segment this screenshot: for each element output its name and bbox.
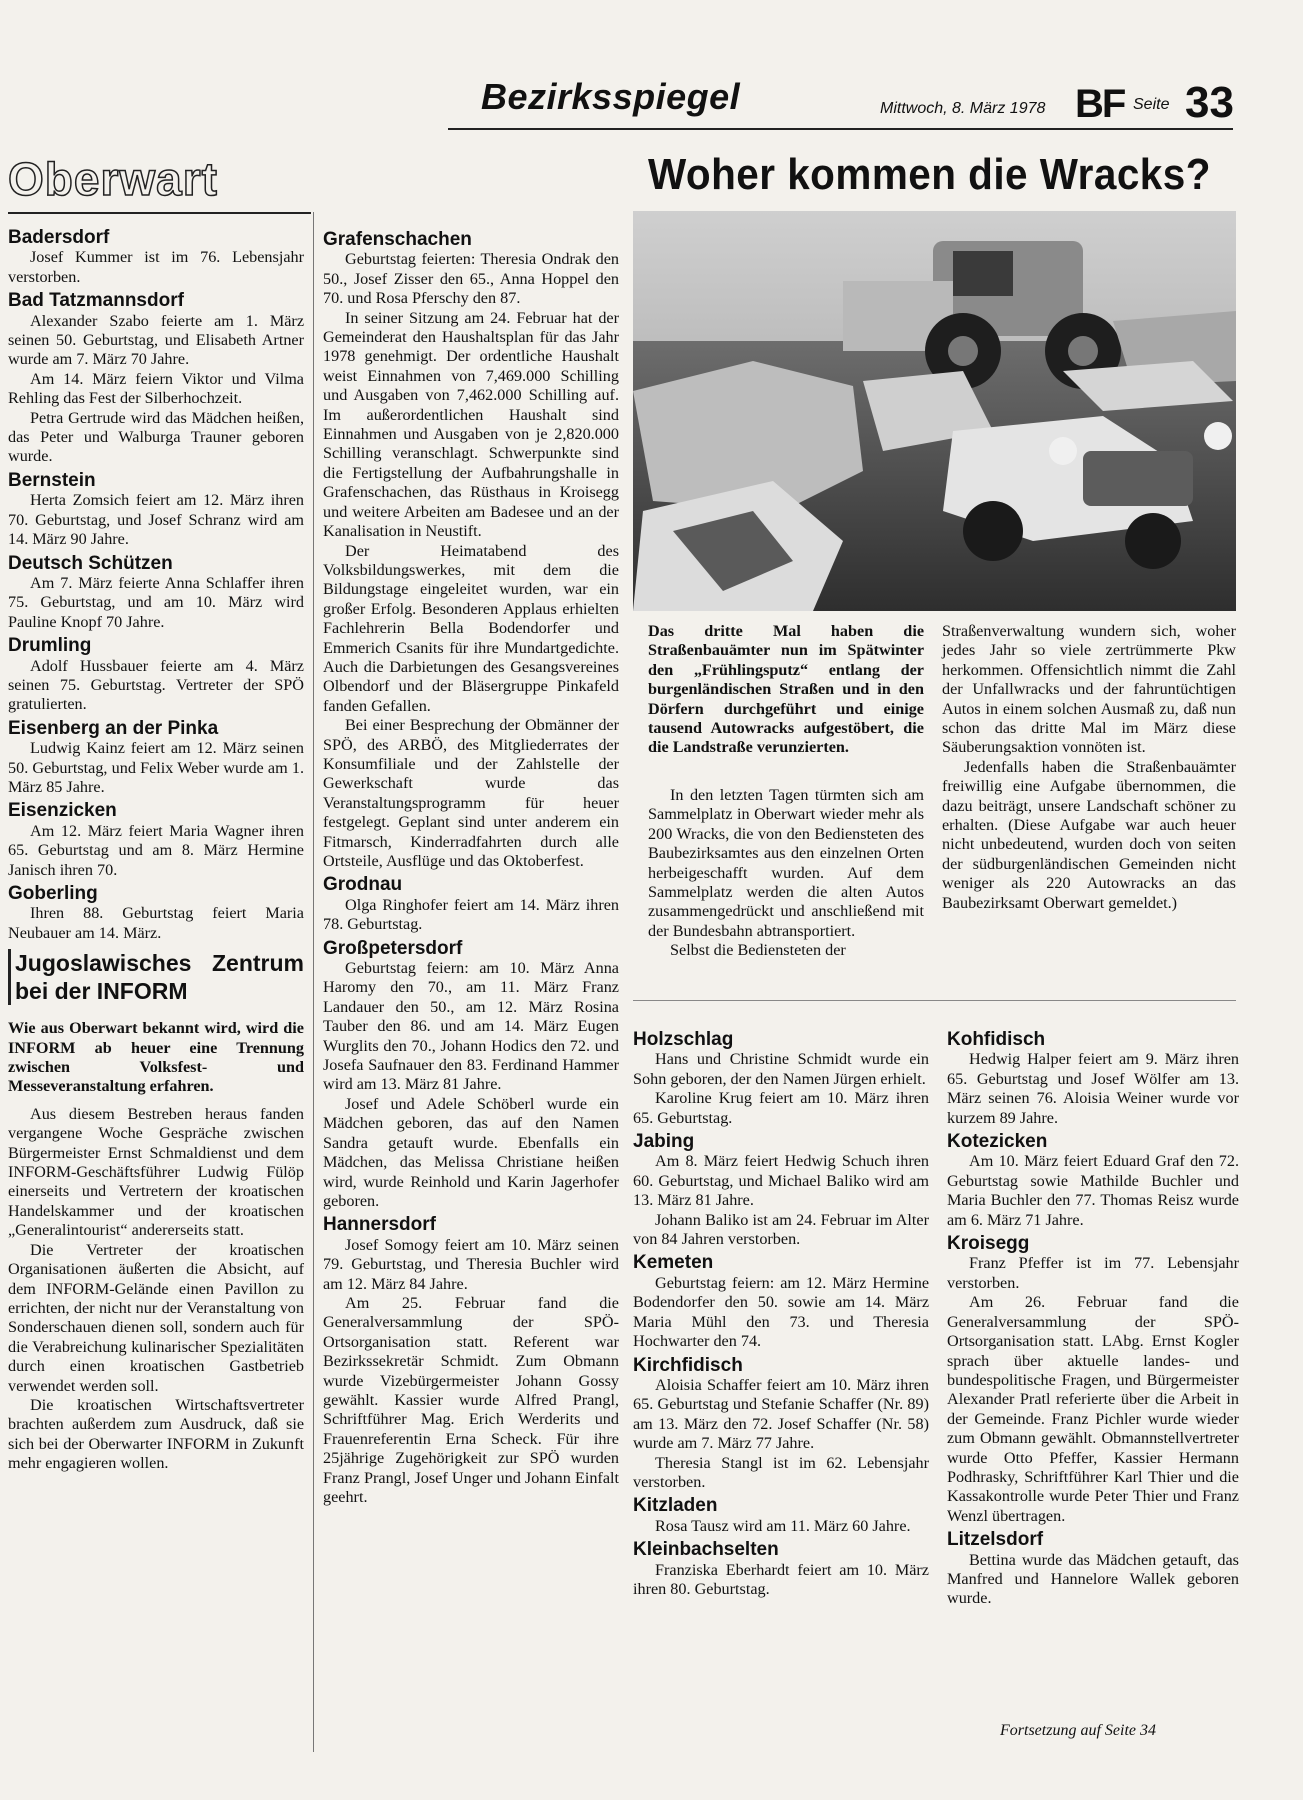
place-heading: Kohfidisch xyxy=(947,1029,1046,1050)
article-paragraph: Josef und Adele Schöberl wurde ein Mädchen geboren, das auf den Namen Sandra getauft wurde. Ebenfalls ein Mädchen, das Melissa Christiane heißen wird, wurde Reinhold und Karin Jagerhofer geboren. xyxy=(323,1094,619,1210)
place-heading: Deutsch Schützen xyxy=(8,552,173,574)
feature-body-left xyxy=(648,786,924,961)
article-paragraph: Aloisia Schaffer feiert am 10. März ihren 65. Geburtstag und Stefanie Schaffer (Nr. 89) am 13. März den 72. Josef Schaffer (Nr. 58) wurde am 7. März 77 Jahre. xyxy=(633,1375,929,1453)
place-heading: Hannersdorf xyxy=(323,1214,436,1236)
section-title: Bezirksspiegel xyxy=(481,76,741,117)
article-paragraph: Hans und Christine Schmidt wurde ein Sohn geboren, der den Namen Jürgen erhielt. xyxy=(633,1050,929,1088)
brand-logo: BF xyxy=(1075,82,1125,126)
place-heading: Bad Tatzmannsdorf xyxy=(8,290,184,312)
feature-paragraph: Selbst die Bediensteten der xyxy=(670,941,846,960)
article-paragraph: Bei einer Besprechung der Obmänner der SPÖ, des ARBÖ, des Mitgliederrates der Konsumfiliale und der Zahlstelle der Gewerkschaft wurde das Veranstaltungsprogramm für heuer festgelegt. Geplant sind unter anderem ein Fitmarsch, Kinderradfahrten durch alle Ortsteile, Ausflüge und das Oktoberfest. xyxy=(323,716,619,870)
article-paragraph: Johann Baliko ist am 24. Februar im Alter von 84 Jahren verstorben. xyxy=(633,1210,929,1249)
article-paragraph: Karoline Krug feiert am 10. März ihren 65. Geburtstag. xyxy=(633,1089,929,1127)
header-rule xyxy=(448,128,1233,130)
article-paragraph: Am 25. Februar fand die Generalversammlung der SPÖ-Ortsorganisation statt. Referent war Bezirkssekretär Schmidt. Zum Obmann wurde Vizebürgermeister Johann Gossy gewählt. Kassier wurde Alfred Prangl, Schriftführer Mag. Erich Werderits und Frauenreferentin Erna Scheck. Für ihre 25jährige Zugehörigkeit zur SPÖ wurden Franz Prangl, Josef Unger und Johann Einfalt geehrt. xyxy=(323,1293,619,1506)
place-heading: Grodnau xyxy=(323,874,403,896)
column-1 xyxy=(8,224,304,1474)
feature-bottom-rule xyxy=(633,1000,1236,1001)
feature-headline: Woher kommen die Wracks? xyxy=(648,150,1211,199)
article-paragraph: Rosa Tausz wird am 11. März 60 Jahre. xyxy=(655,1516,911,1535)
feature-body-right xyxy=(942,622,1236,913)
article-paragraph: Petra Gertrude wird das Mädchen heißen, das Peter und Walburga Trauner geboren wurde. xyxy=(8,408,304,466)
column-3 xyxy=(633,1026,929,1599)
column-divider xyxy=(313,212,314,1752)
issue-date: Mittwoch, 8. März 1978 xyxy=(880,100,1046,117)
region-rule xyxy=(8,212,311,214)
article-paragraph: In seiner Sitzung am 24. Februar hat der Gemeinderat den Haushaltsplan für das Jahr 1978 genehmigt. Der ordentliche Haushalt weist Einnahmen von 7,469.000 Schilling und Ausgaben von 7,462.000 Schilling auf. Im außerordentlichen Haushalt sind Einnahmen und Ausgaben von je 2,820.000 Schilling veranschlagt. Schwerpunkte sind die Fertigstellung der Aufbahrungshalle in Grafenschachen, das Rüsthaus in Kroisegg und weitere Arbeiten am Badesee und an der Kanalisation in Neustift. xyxy=(323,308,619,541)
article-paragraph: Ludwig Kainz feiert am 12. März seinen 50. Geburtstag, und Felix Weber wurde am 1. März 85 Jahre. xyxy=(8,739,304,796)
place-heading: Kitzladen xyxy=(633,1495,718,1517)
place-heading: Litzelsdorf xyxy=(947,1529,1044,1551)
photo-caption: Das dritte Mal haben die Straßenbauämter nun im Spätwinter den „Frühlingsputz“ entlang der burgenländischen Straßen und in den Dörfern durchgeführt und einige tausend Autowracks aufgestöbert, die die Landstraße verunzierten. xyxy=(648,622,924,757)
wreck-photo-image xyxy=(633,211,1236,611)
article-paragraph: Olga Ringhofer feiert am 14. März ihren 78. Geburtstag. xyxy=(323,895,619,934)
place-heading: Grafenschachen xyxy=(323,229,472,250)
article-paragraph: Herta Zomsich feiert am 12. März ihren 70. Geburtstag, und Josef Schranz wird am 14. März 90 Jahre. xyxy=(8,491,304,549)
article-paragraph: Franz Pfeffer ist im 77. Lebensjahr verstorben. xyxy=(947,1254,1239,1292)
article-paragraph: Am 14. März feiern Viktor und Vilma Rehling das Fest der Silberhochzeit. xyxy=(8,369,304,408)
article-paragraph: Am 10. März feiert Eduard Graf den 72. Geburtstag sowie Mathilde Buchler und Maria Buchler den 77. Thomas Reisz wurde am 6. März 71 Jahre. xyxy=(947,1152,1239,1229)
article-paragraph: Am 12. März feiert Maria Wagner ihren 65. Geburtstag und am 8. März Hermine Janisch ihren 70. xyxy=(8,821,304,879)
place-heading: Kotezicken xyxy=(947,1131,1048,1153)
region-title: Oberwart xyxy=(8,153,218,205)
article-paragraph: Am 7. März feierte Anna Schlaffer ihren 75. Geburtstag, und am 10. März wird Pauline Knopf 70 Jahre. xyxy=(8,573,304,631)
place-heading: Kleinbachselten xyxy=(633,1539,779,1561)
place-heading: Drumling xyxy=(8,635,92,657)
article-paragraph: Josef Kummer ist im 76. Lebensjahr verstorben. xyxy=(8,248,304,286)
page-label: Seite xyxy=(1133,96,1170,113)
article-paragraph: Adolf Hussbauer feierte am 4. März seinen 75. Geburtstag. Vertreter der SPÖ gratulierten. xyxy=(8,656,304,714)
story-lead: Wie aus Oberwart bekannt wird, wird die INFORM ab heuer eine Trennung zwischen Volksfest- und Messeveranstaltung erfahren. xyxy=(8,1019,304,1096)
article-paragraph: Hedwig Halper feiert am 9. März ihren 65. Geburtstag und Josef Wölfer am 13. März seinen 76. Aloisia Weiner wurde vor kurzem 89 Jahre. xyxy=(947,1050,1239,1127)
article-paragraph: Geburtstag feiern: am 10. März Anna Haromy den 70., am 11. März Franz Landauer den 50., am 12. März Rosina Tauber den 86. und am 14. März Eugen Wurglits den 70., Johann Hodics den 72. und Josefa Saufnauer den 83. Ferdinand Hammer wird am 13. März 81 Jahre. xyxy=(323,959,619,1094)
story-headline: Jugoslawisches Zentrum bei der INFORM xyxy=(8,949,304,1005)
article-paragraph: Alexander Szabo feierte am 1. März seinen 50. Geburtstag, und Elisabeth Artner wurde am 7. März 70 Jahre. xyxy=(8,311,304,369)
place-heading: Goberling xyxy=(8,883,98,904)
article-paragraph: Geburtstag feierten: Theresia Ondrak den 50., Josef Zisser den 65., Anna Hoppel den 70. und Rosa Pferschy den 87. xyxy=(323,250,619,308)
page-number: 33 xyxy=(1185,78,1234,127)
place-heading: Bernstein xyxy=(8,469,96,491)
feature-paragraph: In den letzten Tagen türmten sich am Sammelplatz in Oberwart wieder mehr als 200 Wracks, die von den Bediensteten des Baubezirksamtes aus den einzelnen Orten herbeigeschafft wurden. Auf dem Sammelplatz werden die alten Autos zusammengedrückt und anschließend mit der Bundesbahn abtransportiert. xyxy=(648,786,924,940)
feature-paragraph: Straßenverwaltung wundern sich, woher jedes Jahr so viele zertrümmerte Pkw herkommen. Offensichtlich nimmt die Zahl der Unfallwracks und der fahruntüchtigen Autos in einem solchen Ausmaß zu, daß nun schon das dritte Mal im März diese Säuberungsaktion vonnöten ist. xyxy=(942,622,1236,757)
article-paragraph: Der Heimatabend des Volksbildungswerkes, mit dem die Bildungstage eingeleitet wurden, war ein großer Erfolg. Besonderen Applaus erhielten Fachlehrerin Bella Bodendorfer und Emmerich Csanits für ihre Mundartgedichte. Auch die Darbietungen des Gesangsvereines Olbendorf und der Bläsergruppe Pinkafeld fanden Gefallen. xyxy=(323,541,619,715)
place-heading: Kroisegg xyxy=(947,1233,1030,1255)
place-heading: Eisenzicken xyxy=(8,800,117,822)
article-paragraph: Ihren 88. Geburtstag feiert Maria Neubauer am 14. März. xyxy=(8,904,304,942)
article-paragraph: Die kroatischen Wirtschaftsvertreter brachten außerdem zum Ausdruck, daß sie sich bei der Oberwarter INFORM in Zukunft mehr engagieren wollen. xyxy=(8,1395,304,1473)
article-paragraph: Am 26. Februar fand die Generalversammlung der SPÖ-Ortsorganisation statt. LAbg. Ernst Kogler sprach über aktuelle landes- und bundespolitische Fragen, und Bürgermeister Alexander Pratl referierte über die Arbeit in der Gemeinde. Franz Pichler wurde wieder zum Obmann gewählt. Obmannstellvertreter wurde Otto Pfeffer, Kassier Hermann Podhrasky, Schriftführer Karl Thier und die Kassakontrolle wurde Peter Thier und Franz Wenzl übertragen. xyxy=(947,1293,1239,1525)
article-paragraph: Aus diesem Bestreben heraus fanden vergangene Woche Gespräche zwischen Bürgermeister Ernst Schmaldienst und dem INFORM-Geschäftsführer Ludwig Fülöp einerseits und Vertretern der kroatischen Handelskammer und der kroatischen „Generalintourist“ andererseits statt. xyxy=(8,1104,304,1240)
article-paragraph: Josef Somogy feiert am 10. März seinen 79. Geburtstag, und Theresia Buchler wird am 12. März 84 Jahre. xyxy=(323,1235,619,1293)
place-heading: Großpetersdorf xyxy=(323,937,463,959)
wreck-photo xyxy=(633,211,1236,611)
feature-paragraph: Jedenfalls haben die Straßenbauämter freiwillig eine Aufgabe übernommen, die dazu beiträgt, unsere Landschaft schöner zu erhalten. (Diese Aufgabe war auch heuer nicht unbedeutend, wurden doch von seiten der südburgenländischen Gemeinden nicht weniger als 220 Autowracks an das Baubezirksamt Oberwart gemeldet.) xyxy=(942,757,1236,912)
continuation-note: Fortsetzung auf Seite 34 xyxy=(1000,1722,1156,1739)
place-heading: Kemeten xyxy=(633,1252,714,1274)
article-paragraph: Theresia Stangl ist im 62. Lebensjahr verstorben. xyxy=(633,1453,929,1491)
article-paragraph: Bettina wurde das Mädchen getauft, das Manfred und Hannelore Wallek geboren wurde. xyxy=(947,1550,1239,1608)
place-heading: Jabing xyxy=(633,1131,695,1153)
article-paragraph: Geburtstag feiern: am 12. März Hermine Bodendorfer den 50. sowie am 14. März Maria Mühl den 73. und Theresia Hochwarter den 74. xyxy=(633,1273,929,1351)
article-paragraph: Franziska Eberhardt feiert am 10. März ihren 80. Geburtstag. xyxy=(633,1560,929,1598)
article-paragraph: Die Vertreter der kroatischen Organisationen äußerten die Absicht, auf dem INFORM-Gelände einen Pavillon zu errichten, der nicht nur der Veranstaltung von Sonderschauen dienen soll, sondern auch für die Verabreichung kulinarischer Spezialitäten durch einen kroatischen Gastbetrieb verwendet werden soll. xyxy=(8,1240,304,1395)
column-2 xyxy=(323,226,619,1507)
article-paragraph: Am 8. März feiert Hedwig Schuch ihren 60. Geburtstag, und Michael Baliko wird am 13. März 81 Jahre. xyxy=(633,1152,929,1210)
place-heading: Holzschlag xyxy=(633,1029,734,1050)
place-heading: Kirchfidisch xyxy=(633,1354,743,1376)
column-4 xyxy=(947,1026,1239,1609)
place-heading: Eisenberg an der Pinka xyxy=(8,717,219,739)
place-heading: Badersdorf xyxy=(8,227,110,248)
